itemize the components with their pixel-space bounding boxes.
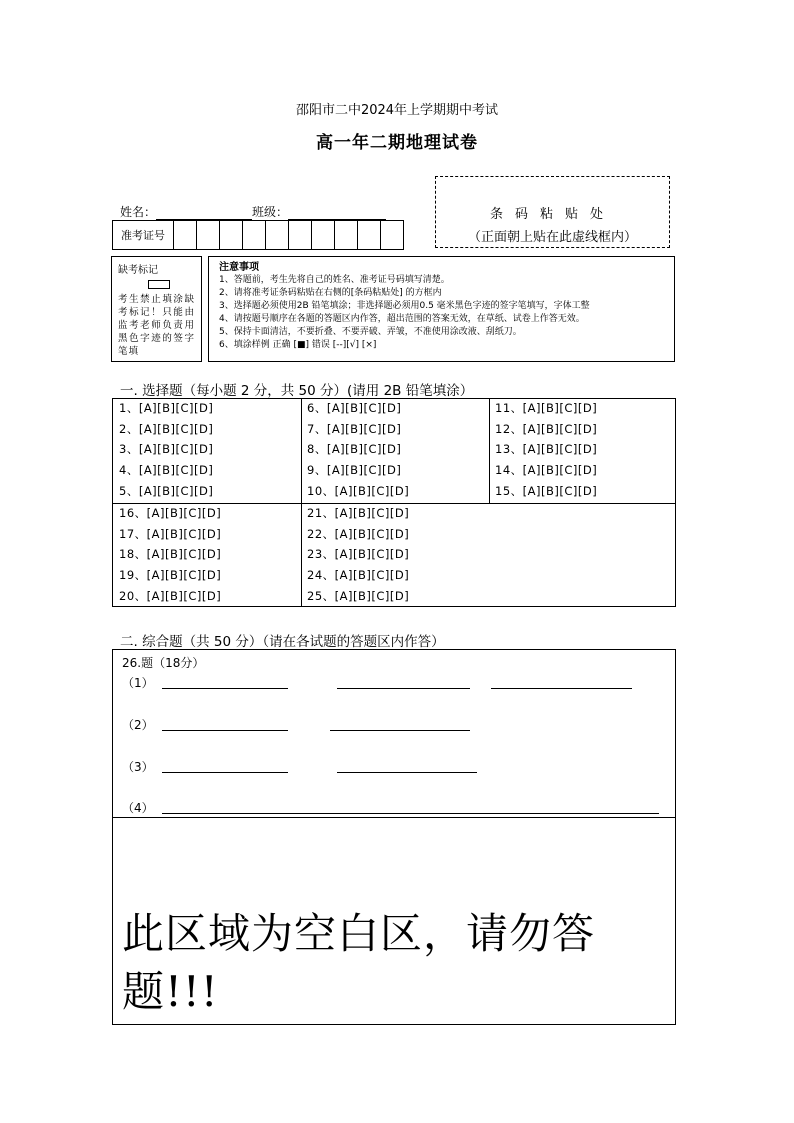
choice-item[interactable]	[119, 526, 221, 542]
blank-area-divider	[113, 817, 675, 818]
choice-options[interactable]: [A][B][C][D]	[326, 401, 402, 415]
choice-item[interactable]	[307, 441, 401, 457]
exam-number-cell[interactable]	[243, 221, 266, 249]
absent-mark-note: 考生禁止填涂缺考标记！只能由监考老师负责用黑色字迹的签字笔填	[118, 294, 195, 357]
question-number: 19、	[119, 568, 147, 582]
question-number: 3、	[119, 442, 139, 456]
exam-number-cell[interactable]	[312, 221, 335, 249]
choice-item[interactable]	[119, 567, 221, 583]
choice-options[interactable]: [A][B][C][D]	[522, 401, 598, 415]
class-field[interactable]	[288, 205, 386, 220]
choice-item[interactable]	[307, 526, 409, 542]
choice-options[interactable]: [A][B][C][D]	[334, 568, 410, 582]
answer-line[interactable]	[491, 688, 632, 689]
notice-item: 2、请将准考证条码粘贴在右侧的[条码粘贴处] 的方框内	[219, 288, 442, 298]
choice-options[interactable]: [A][B][C][D]	[138, 401, 214, 415]
question-number: 17、	[119, 527, 147, 541]
choice-item[interactable]	[307, 462, 401, 478]
question-number: 6、	[307, 401, 327, 415]
question-number: 18、	[119, 547, 147, 561]
question-number: 4、	[119, 463, 139, 477]
answer-line[interactable]	[337, 772, 477, 773]
exam-number-cell[interactable]	[381, 221, 403, 249]
choice-options[interactable]: [A][B][C][D]	[522, 484, 598, 498]
section2-title: 二. 综合题（共 50 分）（请在各试题的答题区内作答）	[120, 634, 445, 650]
choice-item[interactable]	[307, 483, 409, 499]
class-label: 班级：	[252, 205, 289, 219]
choice-options[interactable]: [A][B][C][D]	[522, 463, 598, 477]
choice-options[interactable]: [A][B][C][D]	[334, 547, 410, 561]
question-26-title: 26.题（18分）	[122, 656, 205, 670]
answer-line[interactable]	[162, 688, 288, 689]
multiple-choice-grid	[112, 398, 676, 607]
choice-options[interactable]: [A][B][C][D]	[146, 506, 222, 520]
question-number: 25、	[307, 589, 335, 603]
section1-title: 一. 选择题（每小题 2 分，共 50 分）(请用 2B 铅笔填涂）	[120, 383, 474, 399]
question-number: 11、	[495, 401, 523, 415]
choice-item[interactable]	[495, 421, 597, 437]
choice-options[interactable]: [A][B][C][D]	[146, 568, 222, 582]
choice-options[interactable]: [A][B][C][D]	[138, 484, 214, 498]
choice-item[interactable]	[307, 400, 401, 416]
name-field[interactable]	[156, 205, 252, 220]
exam-number-cell[interactable]	[197, 221, 220, 249]
choice-options[interactable]: [A][B][C][D]	[326, 442, 402, 456]
choice-item[interactable]	[495, 483, 597, 499]
choice-options[interactable]: [A][B][C][D]	[138, 463, 214, 477]
choice-options[interactable]: [A][B][C][D]	[334, 506, 410, 520]
choice-options[interactable]: [A][B][C][D]	[334, 589, 410, 603]
question-number: 13、	[495, 442, 523, 456]
exam-number-cell[interactable]	[220, 221, 243, 249]
choice-item[interactable]	[119, 588, 221, 604]
barcode-label: 条码粘贴处	[489, 207, 615, 222]
question-number: 21、	[307, 506, 335, 520]
choice-options[interactable]: [A][B][C][D]	[334, 484, 410, 498]
answer-line[interactable]	[330, 730, 470, 731]
notice-item: 6、填涂样例 正确 [■] 错误 [--][√] [×]	[219, 340, 377, 350]
absent-mark-box	[111, 256, 202, 362]
choice-item[interactable]	[119, 546, 221, 562]
block-divider	[113, 503, 675, 504]
question-number: 23、	[307, 547, 335, 561]
question-number: 12、	[495, 422, 523, 436]
part-1-label: （1）	[122, 676, 154, 690]
choice-item[interactable]	[307, 421, 401, 437]
question-number: 10、	[307, 484, 335, 498]
choice-item[interactable]	[495, 462, 597, 478]
choice-item[interactable]	[119, 400, 213, 416]
choice-item[interactable]	[119, 462, 213, 478]
choice-options[interactable]: [A][B][C][D]	[326, 463, 402, 477]
answer-line[interactable]	[337, 688, 470, 689]
question-number: 20、	[119, 589, 147, 603]
choice-item[interactable]	[307, 546, 409, 562]
exam-number-cell[interactable]	[289, 221, 312, 249]
notice-item: 4、请按题号顺序在各题的答题区内作答，超出范围的答案无效，在草纸、试卷上作答无效。	[219, 314, 585, 324]
barcode-area	[435, 176, 670, 248]
choice-options[interactable]: [A][B][C][D]	[522, 422, 598, 436]
question-number: 1、	[119, 401, 139, 415]
question-number: 14、	[495, 463, 523, 477]
choice-options[interactable]: [A][B][C][D]	[146, 527, 222, 541]
part-4-label: （4）	[122, 801, 154, 815]
choice-item[interactable]	[495, 441, 597, 457]
answer-line[interactable]	[162, 813, 659, 814]
choice-options[interactable]: [A][B][C][D]	[334, 527, 410, 541]
notice-box	[208, 256, 675, 362]
name-label: 姓名：	[120, 205, 157, 219]
choice-item[interactable]	[119, 483, 213, 499]
part-3-label: （3）	[122, 760, 154, 774]
exam-number-cell[interactable]	[358, 221, 381, 249]
answer-line[interactable]	[162, 772, 288, 773]
absent-mark-title: 缺考标记	[118, 265, 158, 276]
question-number: 7、	[307, 422, 327, 436]
part-2-label: （2）	[122, 718, 154, 732]
question-number: 22、	[307, 527, 335, 541]
student-info-row	[120, 203, 386, 220]
choice-item[interactable]	[307, 588, 409, 604]
page-title: 高一年二期地理试卷	[316, 133, 478, 153]
question-number: 24、	[307, 568, 335, 582]
exam-number-grid	[112, 220, 404, 250]
notice-item: 1、答题前，考生先将自己的姓名、准考证号码填写清楚。	[219, 275, 450, 285]
comprehensive-answer-area	[112, 649, 676, 1025]
choice-options[interactable]: [A][B][C][D]	[146, 547, 222, 561]
choice-item[interactable]	[495, 400, 597, 416]
exam-number-label: 准考证号	[113, 221, 174, 249]
exam-number-cell[interactable]	[174, 221, 197, 249]
notice-title: 注意事项	[219, 262, 259, 273]
absent-mark-checkbox[interactable]	[148, 280, 170, 289]
exam-number-cell[interactable]	[266, 221, 289, 249]
choice-item[interactable]	[307, 567, 409, 583]
choice-item[interactable]	[119, 505, 221, 521]
question-number: 15、	[495, 484, 523, 498]
question-number: 9、	[307, 463, 327, 477]
choice-item[interactable]	[119, 421, 213, 437]
question-number: 2、	[119, 422, 139, 436]
choice-options[interactable]: [A][B][C][D]	[138, 442, 214, 456]
question-number: 8、	[307, 442, 327, 456]
question-number: 16、	[119, 506, 147, 520]
notice-item: 5、保持卡面清洁，不要折叠、不要弄破、弄皱，不准使用涂改液、刮纸刀。	[219, 327, 522, 337]
choice-options[interactable]: [A][B][C][D]	[138, 422, 214, 436]
exam-number-cell[interactable]	[335, 221, 358, 249]
choice-item[interactable]	[119, 441, 213, 457]
choice-options[interactable]: [A][B][C][D]	[146, 589, 222, 603]
column-divider	[489, 399, 490, 503]
choice-options[interactable]: [A][B][C][D]	[326, 422, 402, 436]
blank-area-notice: 此区域为空白区，请勿答题!!!	[122, 909, 596, 1016]
notice-item: 3、选择题必须使用2B 铅笔填涂；非选择题必须用0.5 毫米黑色字迹的签字笔填写，字体工整	[219, 301, 590, 311]
question-number: 5、	[119, 484, 139, 498]
barcode-instruction: （正面朝上贴在此虚线框内）	[467, 230, 637, 245]
answer-line[interactable]	[162, 730, 288, 731]
choice-options[interactable]: [A][B][C][D]	[522, 442, 598, 456]
choice-item[interactable]	[307, 505, 409, 521]
school-exam-name: 邵阳市二中2024年上学期期中考试	[295, 103, 499, 118]
